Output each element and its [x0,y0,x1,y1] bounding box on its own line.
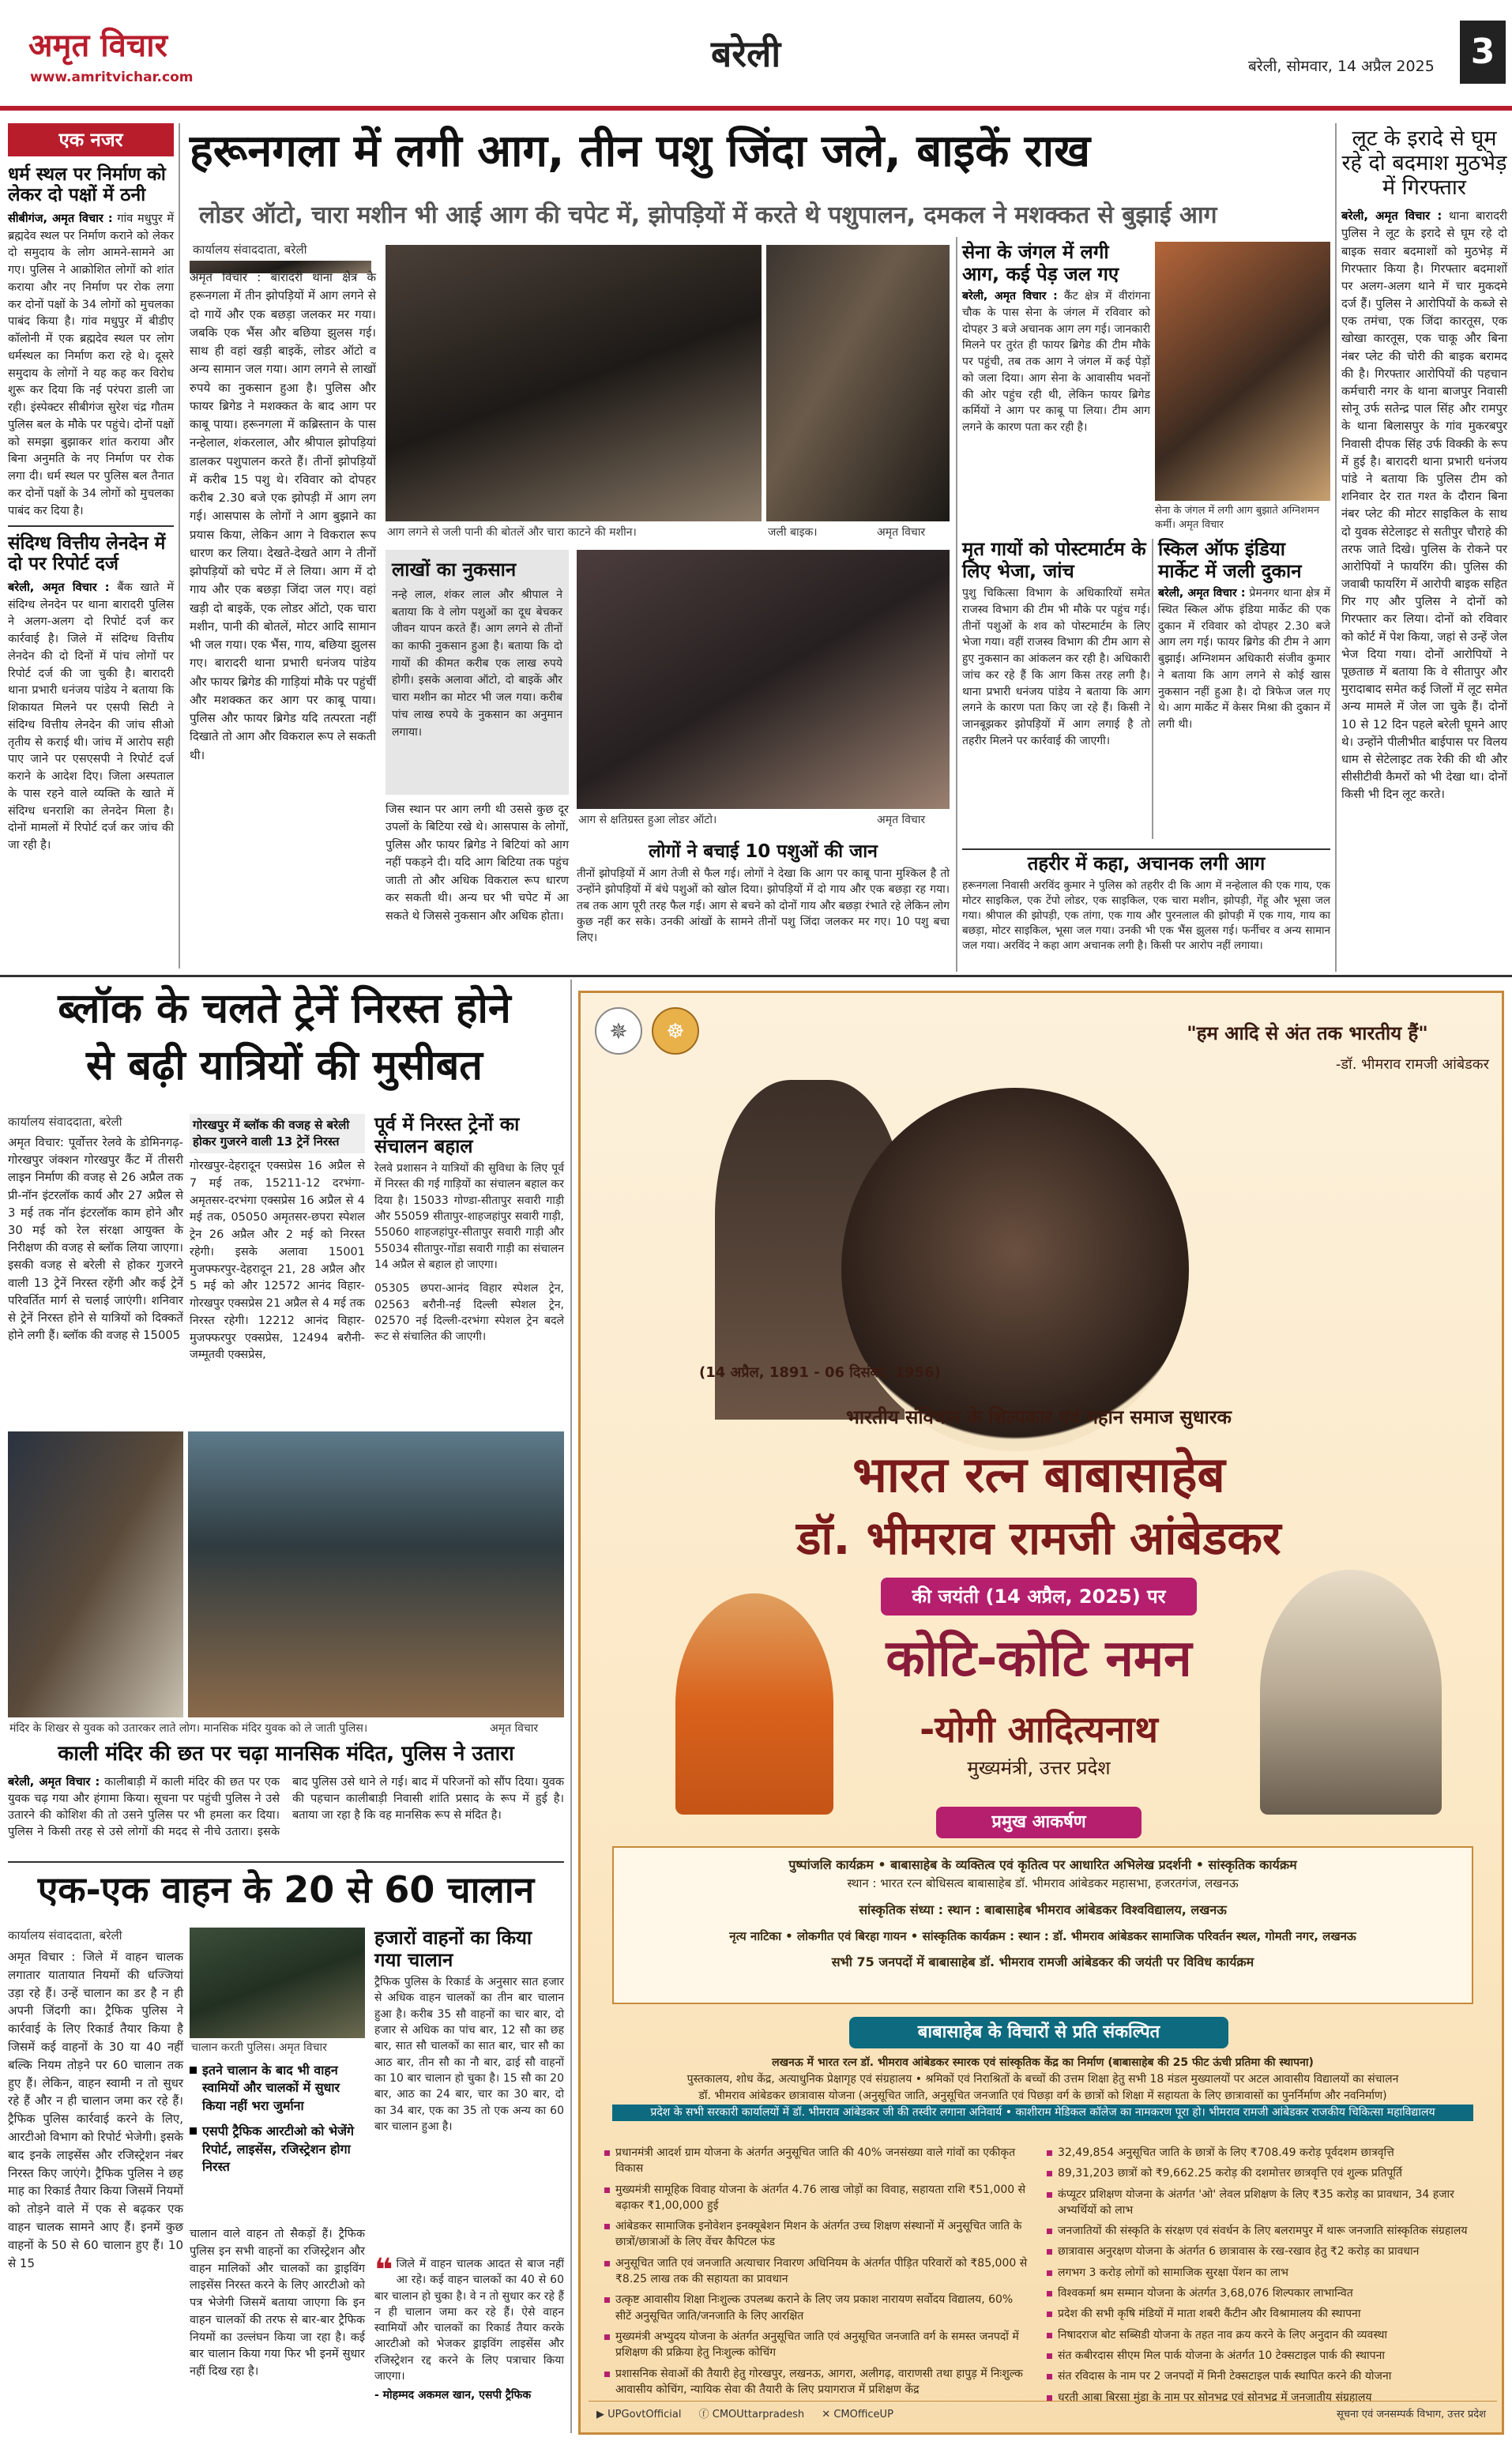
ad-programme-3: नृत्य नाटिका • लोकगीत एवं बिरहा गायन • सांस्कृतिक कार्यक्रम : स्थान : डॉ. भीमराव आंबेडकर सामाजिक परिवर्तन स्थल, गोमती नगर, लखनऊ [729,1928,1356,1943]
column-rule [179,123,180,969]
story-body [1341,208,1507,803]
photo-fire-fighters [1155,242,1330,501]
story-body: रेलवे प्रशासन ने यात्रियों की सुविधा के लिए पूर्व में निरस्त की गई गाड़ियों का संचालन बहाल कर दिया है। 15033 गोण्डा-सीतापुर सवारी गाड़ी और 55059 सीतापुर-शाहजहांपुर सवारी गाड़ी, 55060 शाहजहांपुर-सीतापुर सवारी गाड़ी और 55034 सीतापुर-गोंडा सवारी गाड़ी का संचालन 14 अप्रैल से बहाल हो जाएगा। [374,1162,564,1271]
officer-quote [374,2252,564,2432]
ad-quote-attribution: -डॉ. भीमराव रामजी आंबेडकर [1335,1056,1489,1073]
ad-vision-lines [612,2055,1473,2137]
story-body: पुशु चिकित्सा विभाग के अधिकारियों समेत राजस्व विभाग की टीम भी मौके पर पहुंच गई। तीनों पशुओं के शव को पोस्टमार्टम के लिए भेजा गया। वहीं राजस्व विभाग की टीम आग से हुए नुकसान का आंकलन कर रही है। अधिकारी जांच कर रहे हैं कि आग किस तरह लगी है। थाना प्रभारी धनंजय पांडेय ने बताया कि आग लगने के कारण पता किए जा रहे हैं। किसी ने जानबूझकर झोपड़ियों में आग लगाई है तो तहरीर मिलने पर कार्रवाई की जाएगी। [962,587,1150,747]
story-headline: पूर्व में निरस्त ट्रेनों का संचालन बहाल [374,1113,520,1157]
scheme-item: निषादराज बोट सब्सिडी योजना के तहत नाव क्रय करने के लिए अनुदान की व्यवस्था [1047,2327,1481,2343]
story-text: कालीबाड़ी में काली मंदिर की छत पर एक युवक चढ़ गया और हंगामा किया। सूचना पर पहुंची पुलिस ने उसे उतारने की कोशिश की तो उसने पुलिस पर भी हमला कर दिया। पुलिस ने किसी तरह से उसे लोगों की मदद से नीचे उतारा। इसके बाद पुलिस उसे थाने ले गई। बाद में परिजनों को सौंप दिया। युवक की पहचान कालीबाड़ी निवासी शांति प्रसाद के रूप में हुई है। बताया जा रहा है कि वह मानसिक रूप से मंदित है। [8,1776,564,1839]
story-byline: सीबीगंज, अमृत विचार : [8,212,113,225]
left-news-column [8,123,174,969]
pm-photo-image [1260,1570,1442,1815]
divider [8,525,174,527]
lead-body-col1 [190,269,376,972]
quote-attribution: - मोहम्मद अकमल खान, एसपी ट्रैफिक [374,2389,532,2402]
story-body [8,580,174,943]
photo-burnt-bike [766,245,950,521]
ad-naman: कोटि-कोटि नमन [886,1630,1192,1688]
restored-trains-story [374,1114,564,1430]
lead-byline: कार्यालय संवाददाता, बरेली [193,243,307,257]
photo-temple-rescue [8,1431,183,1717]
story-body: 05305 छपरा-आनंद विहार स्पेशल ट्रेन, 02563 बरौनी-नई दिल्ली स्पेशल ट्रेन, 02570 नई दिल्ली-दरभंगा स्पेशल ट्रेन बदले रूट से संचालित की जाएगी। [374,1282,564,1344]
scheme-item: प्रधानमंत्री आदर्श ग्राम योजना के अंतर्गत अनुसूचित जाति की 40% जनसंख्या वाले गांवों का एकीकृत विकास [604,2145,1031,2177]
masthead [0,0,1512,111]
saved-box [577,837,950,972]
bullet-text: एसपी ट्रैफिक आरटीओ को भेजेंगे रिपोर्ट, लाइसेंस, रजिस्ट्रेशन होगा निरस्त [202,2123,355,2174]
social-handle[interactable]: UPGovtOfficial [607,2409,682,2421]
loss-box-title: लाखों का नुकसान [392,559,517,581]
scheme-item: उत्कृष्ट आवासीय शिक्षा निःशुल्क उपलब्ध कराने के लिए जय प्रकाश नारायण सर्वोदय विद्यालय, 60% सीटें अनुसूचित जाति/जनजाति के लिए आरक्षित [604,2292,1031,2324]
cm-photo-image [675,1593,833,1815]
edition-city: बरेली [711,32,781,75]
social-handle[interactable]: CMOUttarpradesh [712,2409,805,2421]
quote-text: जिले में वाहन चालक आदत से बाज नहीं आ रहे। कई वाहन चालकों का 40 से 60 बार चालान हो चुका है। वे न तो सुधार कर रहे हैं न ही चालान जमा कर रहे हैं। ऐसे वाहन स्वामियों और चालकों का रिकार्ड तैयार करके आरटीओ को भेजकर ड्राइविंग लाइसेंस और रजिस्ट्रेशन रद्द करने के लिए पत्राचार किया जाएगा। [374,2258,564,2383]
ambedkar-logo-icon: ☸ [652,1007,699,1055]
quote-wrapper [374,2252,564,2384]
ad-cm-title: मुख्यमंत्री, उत्तर प्रदेश [967,1757,1111,1779]
story-text: कैंट क्षेत्र में वीरांगना चौक के पास सेना के जंगल में रविवार को दोपहर 3 बजे अचानक आग लग गई। जानकारी मिलने पर तुरंत ही फायर ब्रिगेड की टीम मौके पर पहुंची, तब तक आग ने जंगल में कई पेड़ों को जला दिया। आग सेना के आवासीय भवनों की ओर पहुंच रही थी, लेकिन फायर ब्रिगेड कर्मियों ने आग पर काबू पा लिया। टीम आग लगने के कारण पता कर रही है। [962,290,1150,434]
temple-headline: काली मंदिर की छत पर चढ़ा मानसिक मंदित, पुलिस ने उतारा [58,1742,514,1766]
trains-byline: कार्यालय संवाददाता, बरेली [8,1115,122,1129]
story-headline: धर्म स्थल पर निर्माण को लेकर दो पक्षों में ठनी [8,164,166,206]
scheme-item: संत रविदास के नाम पर 2 जनपदों में मिनी टेक्सटाइल पार्क स्थापित करने की योजना [1047,2368,1481,2384]
newspaper-logo: अमृत विचार [28,28,167,64]
ad-vision-heading: बाबासाहेब के विचारों से प्रति संकल्पित [849,2017,1228,2048]
story-text: गांव मधुपुर में ब्रह्मदेव स्थल पर निर्माण कराने को लेकर दो समुदाय के लोग आमने-सामने आ गए। पुलिस ने आक्रोशित लोगों को शांत कराया और नए निर्माण पर रोक लगा कर दोनों पक्षों के 34 लोगों को मुचलका पाबंद किया है। गांव मधुपुर में बीडीए कॉलोनी में एक ब्रह्मदेव स्थल पर लोग धर्मस्थल का निर्माण करा रहे थे। दूसरे समुदाय के लोगों ने यह कह कर विरोध शुरू कर दिया कि नई परंपरा डाली जा रही। इंस्पेक्टर सीबीगंज सुरेश चंद्र गौतम पुलिस बल के मौके पर पहुंचे। दोनों पक्षों को समझा बुझाकर शांत कराया और बिना अनुमति के नए निर्माण पर रोक लगा दी। धर्म स्थल पर पुलिस बल तैनात कर दोनों पक्षों के 34 लोगों को मुचलका पाबंद कर दिया है। [8,212,175,517]
saved-box-body: तीनों झोपड़ियों में आग तेजी से फैल गई। लोगों ने देखा कि आग पर काबू पाना मुश्किल है तो उन्होंने झोपड़ियों में बंधे पशुओं को खोल दिया। झोपड़ियों में दो गाय और एक बछड़ा रह गया। तब तक आग पूरी तरह फैल गई। आग से बचने को दोनों गाय और बछड़ा रंभाते रहे लेकिन लोग कुछ नहीं कर सके। उनकी आंखों के सामने तीनों पशु जिंदा जलकर मर गए। 10 पशु बचा लिए। [577,867,950,945]
story-byline: बरेली, अमृत विचार : [1341,209,1442,224]
ambedkar-portrait-image [841,1088,1189,1451]
ad-scheme-list-left [604,2145,1031,2396]
challan-byline: कार्यालय संवाददाता, बरेली [8,1928,122,1943]
caption-text: चालान करती पुलिस। [191,2041,276,2054]
page-number: 3 [1460,21,1506,84]
trains-headline-line2: से बढ़ी यात्रियों की मुसीबत [86,1042,483,1089]
photo-caption: मंदिर के शिखर से युवक को उतारकर लाते लोग। मानसिक मंदिर युवक को ले जाती पुलिस। [9,1722,368,1735]
ad-tagline: भारतीय संविधान के शिल्पकार एवं महान समाज सुधारक [846,1406,1232,1428]
story-headline: स्किल ऑफ इंडिया मार्केट में जली दुकान [1158,538,1302,582]
challan-bullet-1 [190,2062,365,2115]
story-byline: बरेली, अमृत विचार : [8,581,110,594]
ad-programme-1-venue: स्थान : भारत रत्न बोधिसत्व बाबासाहेब डॉ. भीमराव आंबेडकर महासभा, हजरतगंज, लखनऊ [847,1876,1239,1890]
social-youtube-icon: ▶ [596,2409,604,2421]
challan-headline: एक-एक वाहन के 20 से 60 चालान [37,1868,535,1911]
lead-text: अमृत विचार : बारादरी थाना क्षेत्र के हरूनगला में तीन झोपड़ियों में आग लगने से दो गायें और एक बछड़ा जलकर मर गया। जबकि एक भैंस और बछिया झुलस गई। साथ ही वहां खड़ी बाइकें, लोडर ऑटो व अन्य सामान जल गया। आग लगने से लाखों रुपये का नुकसान हुआ है। पुलिस और फायर ब्रिगेड ने मशक्कत के बाद आग पर काबू पाया। हरूनगला में कब्रिस्तान के पास नन्हेलाल, शंकरलाल, और श्रीपाल झोपड़ियां डालकर पशुपालन करते हैं। तीनों झोपड़ियों में करीब 15 पशु थे। रविवार को दोपहर करीब 2.30 बजे एक झोपड़ी में आग लग गई। आसपास के लोगों ने आग बुझाने का प्रयास किया, लेकिन आग ने विकराल रूप धारण कर लिया। देखते-देखते आग ने तीनों झोपड़ियों को चपेट में ले लिया। आग में दो गाय और एक बछड़ा जिंदा जल गए। वहां खड़ी दो बाइकें, एक लोडर ऑटो, एक चारा मशीन, पानी की बोतलें, मोटर आदि सामान भी जल गया। एक भैंस, गाय, बछिया झुलस गए। बारादरी थाना प्रभारी धनंजय पांडेय और फायर ब्रिगेड की गाड़ियां मौके पर पहुंचीं और मशक्कत कर आग पर काबू पाया। पुलिस और फायर ब्रिगेड यदि तत्परता नहीं दिखाते तो आग और विकराल रूप ले सकती थी। [190,270,376,762]
story-headline: लूट के इरादे से घूम रहे दो बदमाश मुठभेड़ में गिरफ्तार [1341,126,1507,201]
scheme-item: कंप्यूटर प्रशिक्षण योजना के अंतर्गत 'ओ' लेवल प्रशिक्षण के लिए ₹35 करोड़ का प्रावधान, 34 हजार अभ्यर्थियों को लाभ [1047,2187,1481,2219]
social-facebook-icon: ⓕ [698,2409,709,2421]
ad-programme-heading: प्रमुख आकर्षण [936,1807,1142,1838]
complaint-story [962,848,1330,972]
photo-caption [191,2040,365,2056]
ad-vision-1: लखनऊ में भारत रत्न डॉ. भीमराव आंबेडकर स्मारक एवं सांस्कृतिक केंद्र का निर्माण (बाबासाहेब की 25 फीट ऊंची प्रतिमा की स्थापना) [772,2056,1314,2069]
postmortem-story [962,539,1150,847]
photo-credit: अमृत विचार [877,526,926,539]
story-body [962,288,1150,435]
ad-vision-3: डॉ. भीमराव आंबेडकर छात्रावास योजना (अनुसूचित जाति, अनुसूचित जनजाति एवं पिछड़ा वर्ग के छात्रों को शिक्षा में सहायता के लिए छात्रावासों का पुनर्निर्माण और नवनिर्माण) [698,2090,1387,2102]
ad-issuer: सूचना एवं जनसम्पर्क विभाग, उत्तर प्रदेश [1337,2409,1486,2421]
story-body [8,211,174,519]
scheme-item: प्रदेश की सभी कृषि मंडियों में माता शबरी कैंटीन और विश्रामालय की स्थापना [1047,2306,1481,2322]
story-text: बैंक खाते में संदिग्ध लेनदेन पर थाना बारादरी पुलिस ने अलग-अलग दो रिपोर्ट दर्ज कर कार्रवाई है। जिले में संदिग्ध वित्तीय लेनदेन की दो दिनों में पांच लोगों पर रिपोर्ट दर्ज की जा चुकी है। बारादरी थाना प्रभारी धनंजय पांडेय ने बताया कि शिकायत मिलने पर एसपी सिटी ने संदिग्ध वित्तीय लेनदेन की जांच सीओ तृतीय से कराई थी। जांच में आरोप सही पाए जाने पर एसएसपी ने रिपोर्ट दर्ज कराने के आदेश दिए। जिला अस्पताल के पास रहने वाले व्यक्ति के खाते में संदिग्ध धनराशि का लेनदेन मिला है। दोनों मामलों में रिपोर्ट दर्ज कर जांच की जा रही है। [8,581,174,852]
bullet-text: इतने चालान के बाद भी वाहन स्वामियों और चालकों में सुधार किया नहीं भरा जुर्माना [202,2063,340,2113]
ad-quote: "हम आदि से अंत तक भारतीय हैं" [1187,1022,1428,1044]
photo-challan [190,1928,365,2038]
scheme-item: मुख्यमंत्री सामूहिक विवाह योजना के अंतर्गत 4.76 लाख जोड़ों का विवाह, सहायता राशि ₹51,000 से बढ़ाकर ₹1,00,000 हुई [604,2182,1031,2214]
scheme-item: 89,31,203 छात्रों को ₹9,662.25 करोड़ की दशमोत्तर छात्रवृत्ति एवं शुल्क प्रतिपूर्ति [1047,2165,1481,2181]
challan-body: अमृत विचार : जिले में वाहन चालक लगातार यातायात नियमों की धज्जियां उड़ा रहे हैं। उन्हें चालान का डर है न ही अपनी जिंदगी का। ट्रैफिक पुलिस ने कार्रवाई के लिए रिकार्ड तैयार किया है जिसमें कई वाहनों के 30 या 40 नहीं बल्कि नियम तोड़ने पर 60 चालान तक हुए हैं। लेकिन, वाहन स्वामी न तो सुधर रहे हैं और न ही चालान जमा कर रहे हैं। ट्रैफिक पुलिस कार्रवाई करने के लिए, आरटीओ विभाग को रिपोर्ट भेजेगी। इसके बाद इनके लाइसेंस और रजिस्ट्रेशन नंबर निरस्त किए जाएंगे। ट्रैफिक पुलिस ने छह माह का रिकार्ड तैयार किया जिसमें नियमों को तोड़ने वाले में एक से बढ़कर एक वाहन चालक सामने आए हैं। इनमें कुछ वाहनों के 50 से 60 चालान हुए हैं। 10 से 15 [8,1950,183,2270]
ad-vision-2: पुस्तकालय, शोध केंद्र, अत्याधुनिक प्रेक्षागृह एवं संग्रहालय • श्रमिकों एवं निराश्रितों के बच्चों की उत्तम शिक्षा हेतु सभी 18 मंडल मुख्यालयों पर अटल आवासीय विद्यालयों का संचालन [686,2073,1399,2086]
trains-headline-line1: ब्लॉक के चलते ट्रेनें निरस्त होने [58,985,511,1033]
story-text: थाना बारादरी पुलिस ने लूट के इरादे से घूम रहे दो बाइक सवार बदमाशों को मुठभेड़ में गिरफ्तार किया है। गिरफ्तार बदमाशों पर अलग-अलग थाने में चार मुकदमे दर्ज हैं। पुलिस ने आरोपियों के कब्जे से एक तमंचा, एक जिंदा कारतूस, एक खोखा कारतूस, एक चाकू और बिना नंबर प्लेट की चोरी की बाइक बरामद की है। गिरफ्तार आरोपियों की पहचान कर्मचारी नगर के थाना बाजपुर निवासी सोनू उर्फ सतेन्द्र पाल सिंह और रामपुर के थाना बिलासपुर के गांव मुकरबपुर निवासी दीपक सिंह उर्फ विक्की के रूप में हुई है। बारादरी थाना प्रभारी धनंजय पांडे ने बताया कि पुलिस टीम को शनिवार देर रात गश्त के दौरान बिना नंबर प्लेट की मोटर साइकिल के साथ दो युवक सेटेलाइट से सतीपुर चौराहे की तरफ जाते दिखे। पुलिस के रोकने पर आरोपियों ने फायरिंग की। पुलिस की जवाबी फायरिंग में आरोपी बाइक सहित गिर गए और पुलिस ने दोनों को गिरफ्तार कर लिया। दोनों को रविवार को कोर्ट में पेश किया, जहां से उन्हें जेल भेज दिया गया। दोनों आरोपियों ने पूछताछ में बताया कि वे सीतापुर और मुरादाबाद समेत कई जिलों में लूट समेत अन्य मामले में जेल जा चुके हैं। दोनों 10 से 12 दिन पहले बरेली घूमने आए थे। उन्होंने पीलीभीत बाईपास पर विलय धाम से सेटेलाइट तक रेकी की थी और सीसीटीवी कैमरों को भी देखा था। दोनों किसी भी दिन लूट करते। [1341,209,1507,802]
up-emblem-icon: ✵ [595,1007,642,1055]
army-fire-story [962,242,1150,518]
divider [8,1861,564,1863]
photo-credit: अमृत विचार [278,2041,327,2054]
ad-footer [589,2401,1497,2428]
scheme-item: 32,49,854 अनुसूचित जाति के छात्रों के लिए ₹708.49 करोड़ पूर्वदशम छात्रवृत्ति [1047,2145,1481,2161]
scheme-item: जनजातियों की संस्कृति के संरक्षण एवं संवर्धन के लिए बलरामपुर में थारू जनजाति सांस्कृतिक संग्रहालय [1047,2223,1481,2239]
box-body: गोरखपुर-देहरादून एक्सप्रेस 16 अप्रैल से 7 मई तक, 15211-12 दरभंगा-अमृतसर-दरभंगा एक्सप्रेस 16 अप्रैल से 4 मई तक, 05050 अमृतसर-छपरा स्पेशल ट्रेन 26 अप्रैल और 2 मई को निरस्त रहेगी। इसके अलावा 15001 मुजफ्फरपुर-देहरादून 21, 28 अप्रैल और 5 मई को और 12572 आनंद विहार-गोरखपुर एक्सप्रेस 21 अप्रैल से 4 मई तक निरस्त रहेगी। 12212 आनंद विहार-मुजफ्फरपुर एक्सप्रेस, 12494 बरौनी-जम्मूतवी एक्सप्रेस, [190,1160,365,1362]
story-headline: हजारों वाहनों का किया गया चालान [374,1927,532,1971]
scheme-item: छात्रावास अनुरक्षण योजना के अंतर्गत 6 छात्रावास के रख-रखाव हेतु ₹2 करोड़ का प्रावधान [1047,2244,1481,2259]
scheme-item: मुख्यमंत्री अभ्युदय योजना के अंतर्गत अनुसूचित जाति एवं अनुसूचित जनजाति वर्ग के समस्त जनपदों में प्रशिक्षण की प्रक्रिया हेतु निःशुल्क कोचिंग [604,2329,1031,2361]
story-text: प्रेमनगर थाना क्षेत्र में स्थित स्किल ऑफ इंडिया मार्केट की एक दुकान में रविवार को दोपहर 2.30 बजे आग लग गई। फायर ब्रिगेड की टीम ने आग बुझाई। अग्निशमन अधिकारी संजीव कुमार ने बताया कि आग लगने से कोई खास नुकसान नहीं हुआ है। दो त्रिफेज जल गए थे। आग मार्केट में केसर मिश्रा की दुकान में लगी थी। [1158,587,1330,731]
story-headline: संदिग्ध वित्तीय लेनदेन में दो पर रिपोर्ट दर्ज [8,532,166,575]
story-body: हरूनगला निवासी अरविंद कुमार ने पुलिस को तहरीर दी कि आग में नन्हेलाल की एक गाय, एक मोटर साइकिल, एक टेंपो लोडर, एक साइकिल, एक चारा मशीन, झोपड़ी, गेंहू और भूसा जल गया। श्रीपाल की झोपड़ी, एक तांगा, एक गाय और पुरनलाल की झोपड़ी में एक गाय, गाय का बछड़ा, मोटर साइकिल, भूसा जल गया। उनकी भी एक भैंस झुलस गई। फर्नीचर व अन्य सामान जल गया। अरविंद ने कहा आग अचानक लगी है। किसी पर आरोप नहीं लगाया। [962,878,1330,953]
challan-bullets [190,2062,365,2220]
trains-body: अमृत विचार: पूर्वोत्तर रेलवे के डोमिनगढ़-गोरखपुर जंक्शन गोरखपुर कैंट में तीसरी लाइन निर्माण की वजह से 26 अप्रैल तक प्री-नॉन इंटरलॉक कार्य और 27 अप्रैल से 3 मई तक नॉन इंटरलॉक काम होने और 30 मई को रेल संरक्षा आयुक्त के निरीक्षण की वजह से ब्लॉक लिया जाएगा। इसकी वजह से बरेली से होकर गुजरने वाली 13 ट्रेनें निरस्त रहेंगी और कई ट्रेनें परिवर्तित मार्ग से चलाई जाएंगी। शनिवार से ट्रेनें निरस्त होने से यात्रियों को दिक्कतें होने लगी हैं। ब्लॉक की वजह से 15005 [8,1136,183,1343]
bullet-icon [190,2127,197,2135]
temple-body [8,1774,564,1861]
market-fire-story [1158,539,1330,847]
challan-bullet-2 [190,2123,365,2176]
ad-programme-4: सभी 75 जनपदों में बाबासाहेब डॉ. भीमराव रामजी आंबेडकर की जयंती पर विविध कार्यक्रम [831,1954,1254,1969]
photo-credit: अमृत विचार [877,814,926,826]
scheme-item: आंबेडकर सामाजिक इनोवेशन इनक्यूबेशन मिशन के अंतर्गत उच्च शिक्षण संस्थानों में अनुसूचित जाति के छात्रों/छात्राओं के लिए वेंचर कैपिटल फंड [604,2218,1031,2251]
ad-name-line2: डॉ. भीमराव रामजी आंबेडकर [796,1511,1281,1565]
scheme-item: अनुसूचित जाति एवं जनजाति अत्याचार निवारण अधिनियम के अंतर्गत पीड़ित परिवारों को ₹85,000 से ₹8.25 लाख तक की सहायता का प्रावधान [604,2255,1031,2288]
story-body [1158,585,1330,732]
quote-mark-icon: ❝ [374,2252,393,2289]
story-byline: बरेली, अमृत विचार : [8,1776,100,1789]
photo-police-escort [188,1431,564,1717]
ad-vision-4: प्रदेश के सभी सरकारी कार्यालयों में डॉ. भीमराव आंबेडकर जी की तस्वीर लगाना अनिवार्य • काशीराम मेडिकल कॉलेज का नामकरण पूरा हो। भीमराव रामजी आंबेडकर राजकीय चिकित्सा महाविद्यालय [612,2105,1473,2121]
scheme-item: संत कबीरदास सीएम मिल पार्क योजना के अंतर्गत 10 टेक्सटाइल पार्क की स्थापना [1047,2348,1481,2364]
ad-scheme-list-right [1047,2145,1481,2404]
section-kicker: एक नजर [8,123,174,156]
loss-box [386,550,569,795]
ad-name-line1: भारत रत्न बाबासाहेब [852,1446,1225,1503]
social-handle[interactable]: CMOfficeUP [833,2409,893,2421]
scheme-item: धरती आबा बिरसा मुंडा के नाम पर सोनभद्र एवं सोनभद्र में जनजातीय संग्रहालय [1047,2390,1481,2406]
column-rule [956,237,957,972]
section-divider [0,975,1512,977]
ad-programme-1: पुष्पांजलि कार्यक्रम • बाबासाहेब के व्यक्तित्व एवं कृतित्व पर आधारित अभिलेख प्रदर्शनी • सांस्कृतिक कार्यक्रम [788,1857,1297,1872]
saved-box-title: लोगों ने बचाई 10 पशुओं की जान [649,841,878,862]
story-byline: बरेली, अमृत विचार : [962,290,1058,303]
story-headline: तहरीर में कहा, अचानक लगी आग [1027,852,1266,875]
photo-burnt-loader [577,550,950,809]
ad-dates: (14 अप्रैल, 1891 - 06 दिसंबर, 1956) [699,1364,941,1381]
ambedkar-jayanti-advertisement [578,991,1504,2435]
ad-jayanti-banner: की जयंती (14 अप्रैल, 2025) पर [881,1578,1197,1616]
edition-date: बरेली, सोमवार, 14 अप्रैल 2025 [1248,58,1435,75]
right-news-column [1341,126,1507,972]
photo-caption: जली बाइक। [768,526,818,539]
photo-credit: अमृत विचार [490,1722,539,1735]
lead-body-col3: जिस स्थान पर आग लगी थी उससे कुछ दूर उपलों के बिटिया रखे थे। आसपास के लोगों, पुलिस और फायर ब्रिगेड ने बिटियां को आग नहीं पकड़ने दी। यदि आग बिटिया तक पहुंच जाती तो और अधिक विकराल रूप धारण कर सकती थी। अन्य घर भी चपेट में आ सकते थे जिससे नुकसान और अधिक होता। [386,803,569,923]
story-headline: सेना के जंगल में लगी आग, कई पेड़ जल गए [962,241,1119,285]
photo-caption [1155,502,1330,534]
social-x-icon: ✕ [822,2409,831,2421]
photo-credit: अमृत विचार [1179,519,1224,531]
photo-caption: आग से क्षतिग्रस्त हुआ लोडर ऑटो। [578,814,717,826]
bullet-icon [190,2067,197,2074]
scheme-item: विश्वकर्मा श्रम सम्मान योजना के अंतर्गत 3,68,076 शिल्पकार लाभान्वित [1047,2285,1481,2301]
loss-box-body: नन्हे लाल, शंकर लाल और श्रीपाल ने बताया कि वे लोग पशुओं का दूध बेचकर जीवन यापन करते हैं। आग लगने से तीनों का काफी नुकसान हुआ है। बताया कि दो गायों की कीमत करीब एक लाख रुपये होगी। इसके अलावा ऑटो, दो बाइकें और चारा मशीन का मोटर भी जल गया। करीब पांच लाख रुपये के नुकसान का अनुमान लगाया। [392,589,562,739]
thousands-challan-story [374,1928,564,2251]
challan-body-2: चालान वाले वाहन तो सैकड़ों हैं। ट्रैफिक पुलिस इन सभी वाहनों का रजिस्ट्रेशन और वाहन मालिकों और चालकों का ड्राइविंग लाइसेंस निरस्त करने के लिए आरटीओ को पत्र भेजेगी जिसमें बताया जाएगा कि इन वाहन चालकों की तरफ से बार-बार ट्रैफिक नियमों का उल्लंघन किया जा रहा है। कई बार चालान किया गया फिर भी इनमें सुधार नहीं दिख रहा है। [190,2228,365,2378]
caption-text: सेना के जंगल में लगी आग बुझाते अग्निशमन कर्मी। [1155,505,1319,531]
box-title: गोरखपुर में ब्लॉक की वजह से बरेली होकर गुजरने वाली 13 ट्रेनें निरस्त [190,1114,365,1153]
story-headline: मृत गायों को पोस्टमार्टम के लिए भेजा, जांच [962,538,1146,582]
photo-caption: आग लगने से जली पानी की बोतलें और चारा काटने की मशीन। [387,526,637,539]
scheme-item: लगभग 3 करोड़ लोगों को सामाजिक सुरक्षा पेंशन का लाभ [1047,2265,1481,2281]
ad-programme-box [612,1846,1473,2004]
lead-headline: हरूनगला में लगी आग, तीन पशु जिंदा जले, बाइकें राख [190,126,1090,177]
ad-programme-2: सांस्कृतिक संध्या : स्थान : बाबासाहेब भीमराव आंबेडकर विश्वविद्यालय, लखनऊ [859,1901,1227,1917]
lead-subheadline: लोडर ऑटो, चारा मशीन भी आई आग की चपेट में, झोपड़ियों में करते थे पशुपालन, दमकल ने मशक्कत से बुझाई आग [199,201,1217,229]
cancelled-trains-box [190,1114,365,1430]
site-url[interactable]: www.amritvichar.com [30,70,194,85]
column-rule [570,980,572,2433]
scheme-item: प्रशासनिक सेवाओं की तैयारी हेतु गोरखपुर, लखनऊ, आगरा, अलीगढ़, वाराणसी तथा हापुड़ में निःशुल्क आवासीय कोचिंग, न्यायिक सेवा की तैयारी के लिए प्रयागराज में प्रशिक्षण केंद्र [604,2366,1031,2398]
story-byline: बरेली, अमृत विचार : [1158,587,1246,600]
column-rule [1335,123,1337,972]
story-body: ट्रैफिक पुलिस के रिकार्ड के अनुसार सात हजार से अधिक वाहन चालकों का तीन बार चालान हुआ है। करीब 35 सौ वाहनों का चार बार, दो हजार से अधिक का पांच बार, 12 सौ का छह बार, सात सौ चालकों का सात बार, चार सौ का आठ बार, तीन सौ का नौ बार, ढाई सौ वाहनों का 10 बार चालान हो चुका है। 15 सौ का 20 बार, आठ का 24 बार, चार का 30 बार, दो का 34 बार, एक का 35 तो एक अन्य का 60 बार चालान हुआ है। [374,1976,564,2133]
photo-burnt-machine [386,245,762,521]
column-rule [1152,539,1153,839]
ad-cm-name: -योगी आदित्यनाथ [920,1708,1158,1751]
